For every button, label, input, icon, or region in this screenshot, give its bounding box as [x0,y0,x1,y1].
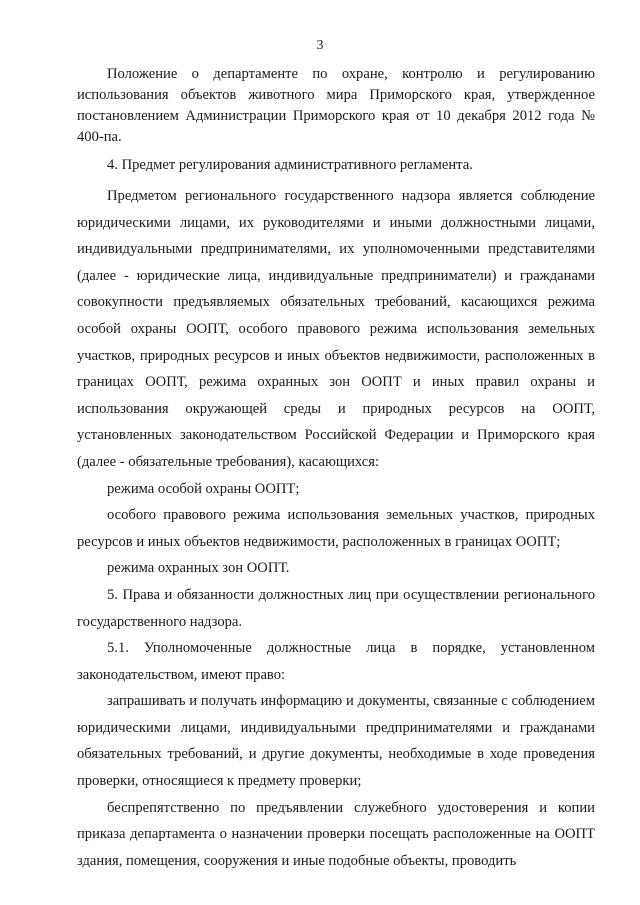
list-item: беспрепятственно по предъявлении служебного удостоверения и копии приказа департамента о назначении проверки посещать расположенные на ООПТ здания, помещения, сооружения и иные подобные объекты, проводить [77,799,595,869]
document-body [77,64,595,874]
section-heading-4: 4. Предмет регулирования административного регламента. [107,157,473,173]
list-item: запрашивать и получать информацию и документы, связанные с соблюдением юридическими лицами, индивидуальными предпринимателями и гражданами обязательных требований, и другие документы, необходимые в ходе проведения проверки, относящиеся к предмету проверки; [77,693,595,790]
list-item: режима особой охраны ООПТ; [107,480,300,497]
paragraph-regulation-reference: Положение о департаменте по охране, контролю и регулированию использования объектов животного мира Приморского края, утвержденное постановлением Администрации Приморского края от 10 декабря 2012 года № 400-па. [77,66,595,145]
list-item: особого правового режима использования земельных участков, природных ресурсов и иных объектов недвижимости, расположенных в границах ООПТ; [77,507,595,550]
section-heading-5-1: 5.1. Уполномоченные должностные лица в порядке, установленном законодательством, имеют право: [77,640,595,683]
page-number: 3 [316,38,324,53]
section-heading-5: 5. Права и обязанности должностных лиц при осуществлении регионального государственного надзора. [77,586,595,630]
paragraph-supervision-subject: Предметом регионального государственного надзора является соблюдение юридическими лицами, их руководителями и иными должностными лицами, индивидуальными предпринимателями, их уполномоченными представителями (далее - юридические лица, индивидуальные предприниматели) и гражданами совокупности предъявляемых обязательных требований, касающихся режима особой охраны ООПТ, особого правового режима использования земельных участков, природных ресурсов и иных объектов недвижимости, расположенных в границах ООПТ, режима охранных зон ООПТ и иных правил охраны и использования окружающей среды и природных ресурсов на ООПТ, установленных законодательством Российской Федерации и Приморского края (далее - обязательные требования), касающихся: [77,188,595,470]
list-item: режима охранных зон ООПТ. [107,560,290,577]
